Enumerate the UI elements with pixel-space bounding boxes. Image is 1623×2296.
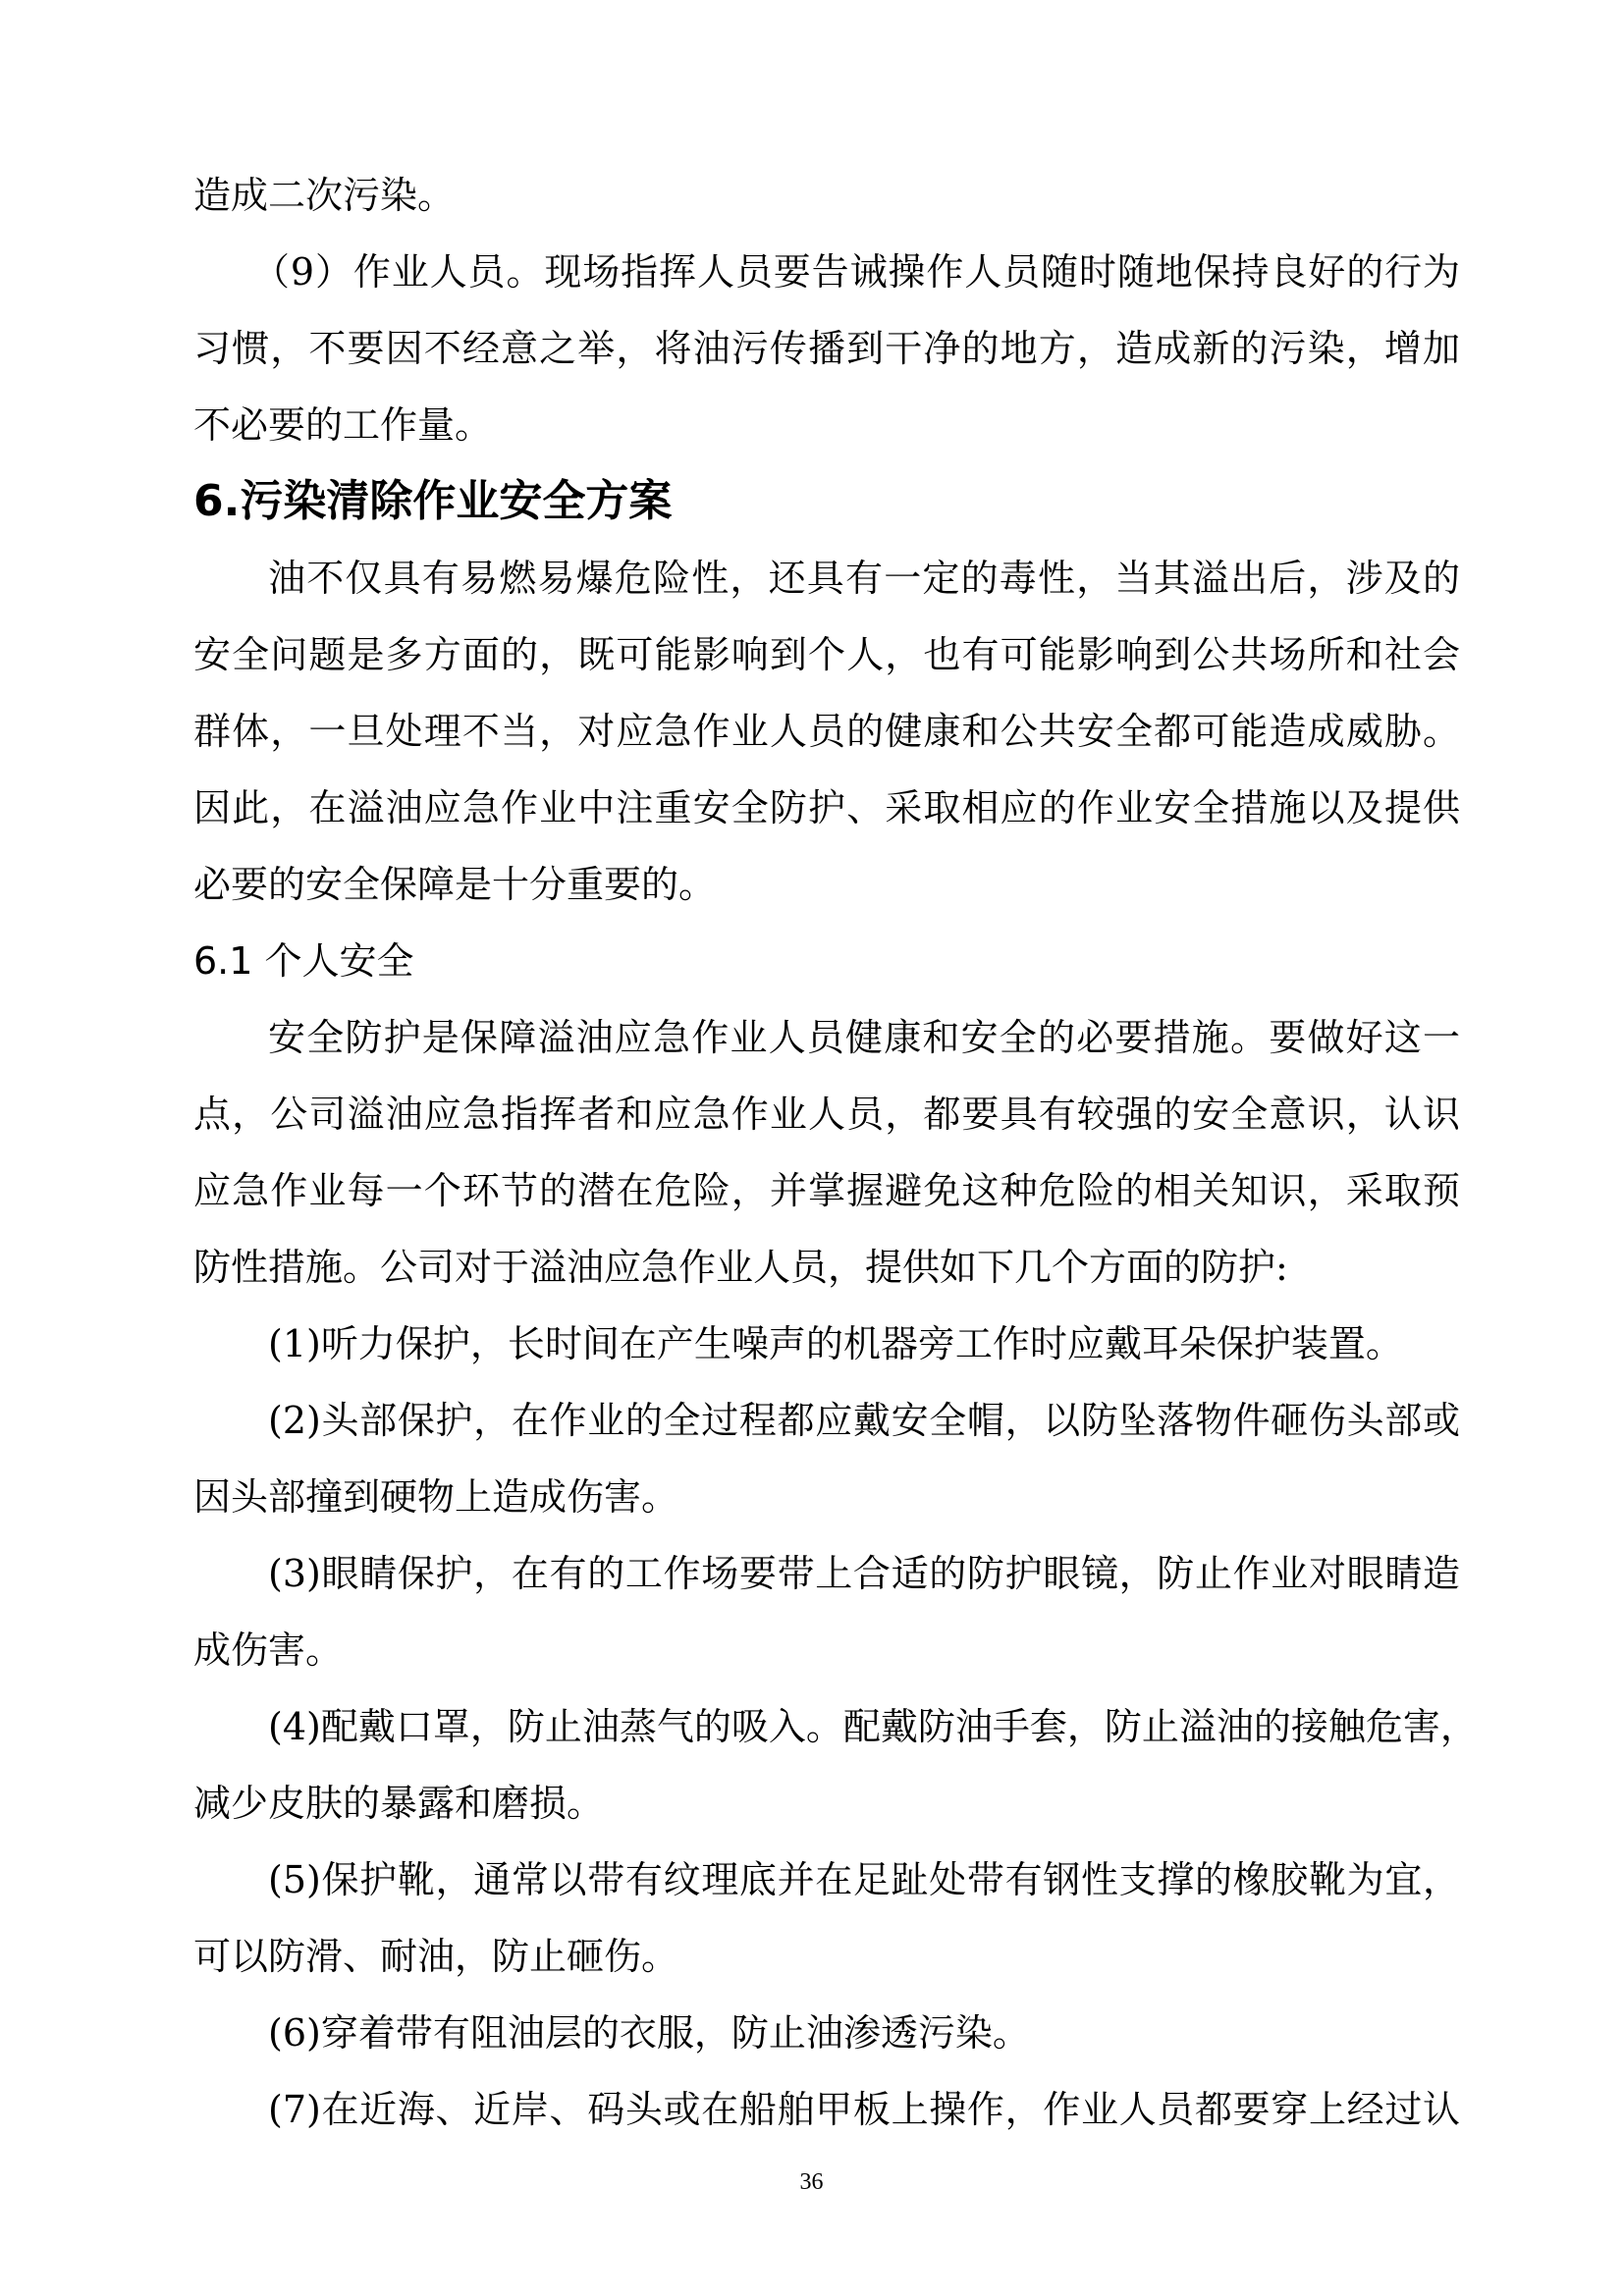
- body-text-line: 必要的安全保障是十分重要的。: [193, 863, 717, 906]
- body-text-line: 安全防护是保障溢油应急作业人员健康和安全的必要措施。要做好这一: [268, 1016, 1460, 1059]
- subsection-heading: 6.1 个人安全: [193, 939, 414, 983]
- body-text-line: 造成二次污染。: [193, 174, 456, 217]
- body-text-line: 习惯，不要因不经意之举，将油污传播到干净的地方，造成新的污染，增加: [193, 327, 1460, 370]
- list-item-line: (4)配戴口罩，防止油蒸气的吸入。配戴防油手套，防止溢油的接触危害，: [268, 1705, 1478, 1748]
- body-text-line: 防性措施。公司对于溢油应急作业人员，提供如下几个方面的防护:: [193, 1246, 1288, 1289]
- body-text-line: （9）作业人员。现场指挥人员要告诫操作人员随时随地保持良好的行为: [252, 250, 1460, 294]
- body-text-line: 因此，在溢油应急作业中注重安全防护、采取相应的作业安全措施以及提供: [193, 786, 1460, 829]
- page-number: 36: [799, 2169, 824, 2195]
- list-item-line: (5)保护靴，通常以带有纹理底并在足趾处带有钢性支撑的橡胶靴为宜，: [268, 1858, 1460, 1901]
- list-item-line: (3)眼睛保护，在有的工作场要带上合适的防护眼镜，防止作业对眼睛造: [268, 1552, 1460, 1595]
- body-text-line: 群体，一旦处理不当，对应急作业人员的健康和公共安全都可能造成威胁。: [193, 710, 1460, 753]
- body-text-line: 安全问题是多方面的，既可能影响到个人，也有可能影响到公共场所和社会: [193, 633, 1460, 676]
- list-item-line: (6)穿着带有阻油层的衣服，防止油渗透污染。: [268, 2011, 1030, 2055]
- list-item-line: (1)听力保护，长时间在产生噪声的机器旁工作时应戴耳朵保护装置。: [268, 1322, 1403, 1365]
- list-item-line: 减少皮肤的暴露和磨损。: [193, 1782, 605, 1825]
- body-text-line: 不必要的工作量。: [193, 403, 493, 447]
- list-item-line: 因头部撞到硬物上造成伤害。: [193, 1475, 679, 1519]
- list-item-line: (2)头部保护，在作业的全过程都应戴安全帽，以防坠落物件砸伤头部或: [268, 1399, 1460, 1442]
- document-page: [193, 157, 1478, 2148]
- list-item-line: (7)在近海、近岸、码头或在船舶甲板上操作，作业人员都要穿上经过认: [268, 2088, 1460, 2131]
- body-text-line: 油不仅具有易燃易爆危险性，还具有一定的毒性，当其溢出后，涉及的: [268, 557, 1460, 600]
- list-item-line: 成伤害。: [193, 1629, 344, 1672]
- body-text-line: 点，公司溢油应急指挥者和应急作业人员，都要具有较强的安全意识，认识: [193, 1093, 1460, 1136]
- list-item-line: 可以防滑、耐油，防止砸伤。: [193, 1935, 679, 1978]
- section-heading: 6.污染清除作业安全方案: [193, 476, 673, 526]
- body-text-line: 应急作业每一个环节的潜在危险，并掌握避免这种危险的相关知识，采取预: [193, 1169, 1460, 1212]
